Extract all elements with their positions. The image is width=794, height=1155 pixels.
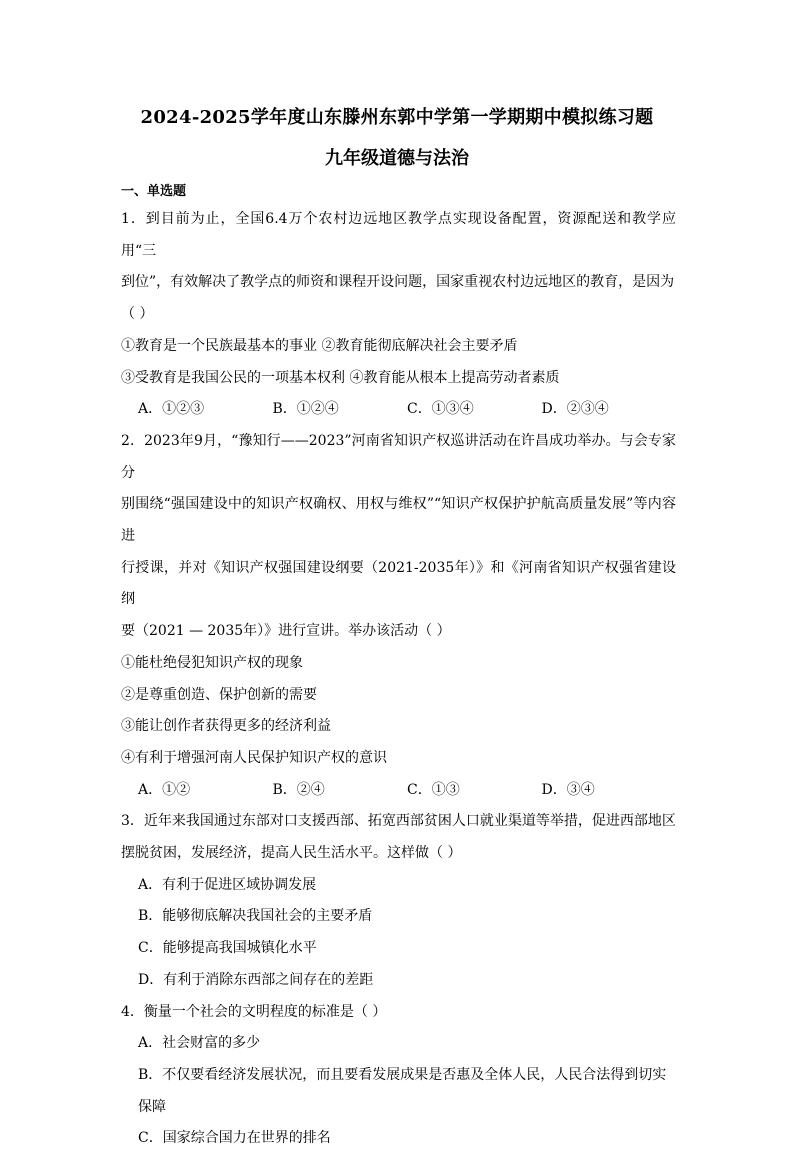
question-stem-line: 行授课，并对《知识产权强国建设纲要（2021-2035年）》和《河南省知识产权强省建设纲 [121, 559, 676, 608]
page-title: 2024-2025学年度山东滕州东郭中学第一学期期中模拟练习题 [140, 107, 654, 128]
question-stem-line: 别围绕“强国建设中的知识产权确权、用权与维权”“知识产权保护护航高质量发展”等内容进 [121, 496, 676, 545]
option-c[interactable]: C．①③④ [407, 401, 474, 418]
question-list [121, 204, 676, 1155]
option-a[interactable]: A．①②③ [138, 401, 205, 418]
option-a[interactable]: A．有利于促进区域协调发展 [138, 876, 317, 893]
statement-line: ①能杜绝侵犯知识产权的现象 [121, 654, 303, 671]
question-stem-line: 1．到目前为止，全国6.4万个农村边远地区教学点实现设备配置，资源配送和教学应用“三 [121, 211, 676, 259]
option-d[interactable]: D．②③④ [541, 401, 609, 418]
statement-line: ③受教育是我国公民的一项基本权利 ④教育能从根本上提高劳动者素质 [121, 369, 560, 386]
section-heading: 一、单选题 [121, 184, 187, 199]
option-b[interactable] [121, 1060, 676, 1123]
option-c[interactable]: C．①③ [407, 781, 460, 798]
page-subtitle: 九年级道德与法治 [325, 148, 469, 169]
option-d[interactable]: D．③④ [541, 781, 595, 798]
statement-line: ②是尊重创造、保护创新的需要 [121, 686, 317, 703]
question-1 [121, 204, 676, 426]
statement-line: ③能让创作者获得更多的经济利益 [121, 718, 331, 735]
option-b[interactable]: B．①②④ [272, 401, 339, 418]
option-b-line: 保障 [138, 1098, 166, 1115]
answer-options [138, 394, 676, 426]
option-a[interactable]: A．社会财富的多少 [138, 1035, 261, 1052]
question-stem-line: 2．2023年9月，“豫知行——2023”河南省知识产权巡讲活动在许昌成功举办。与会专家分 [121, 432, 676, 481]
statement-line: ①教育是一个民族最基本的事业 ②教育能彻底解决社会主要矛盾 [121, 337, 518, 354]
statement-line: ④有利于增强河南人民保护知识产权的意识 [121, 749, 387, 766]
question-stem-line: （ ） [121, 306, 154, 323]
question-2 [121, 426, 676, 806]
question-stem-line: 3．近年来我国通过东部对口支援西部、拓宽西部贫困人口就业渠道等举措，促进西部地区 [121, 813, 676, 830]
answer-options [138, 775, 676, 807]
option-c[interactable]: C．能够提高我国城镇化水平 [138, 940, 317, 957]
option-a[interactable]: A．①② [138, 781, 191, 798]
option-d[interactable]: D．有利于消除东西部之间存在的差距 [138, 971, 374, 988]
option-c[interactable]: C．国家综合国力在世界的排名 [138, 1130, 331, 1147]
option-b[interactable]: B．能够彻底解决我国社会的主要矛盾 [138, 908, 373, 925]
question-stem-line: 到位”，有效解决了教学点的师资和课程开设问题，国家重视农村边远地区的教育，是因为 [121, 274, 675, 291]
question-3 [121, 806, 676, 996]
question-stem-line: 要（2021 — 2035年）》进行宣讲。举办该活动（ ） [121, 623, 451, 640]
option-b[interactable]: B．②④ [272, 781, 325, 798]
option-b-line: B．不仅要看经济发展状况，而且要看发展成果是否惠及全体人民，人民合法得到切实 [138, 1066, 667, 1083]
question-4 [121, 997, 676, 1155]
question-stem-line: 4．衡量一个社会的文明程度的标准是（ ） [121, 1003, 387, 1020]
question-stem-line: 摆脱贫困，发展经济，提高人民生活水平。这样做（ ） [121, 845, 462, 862]
